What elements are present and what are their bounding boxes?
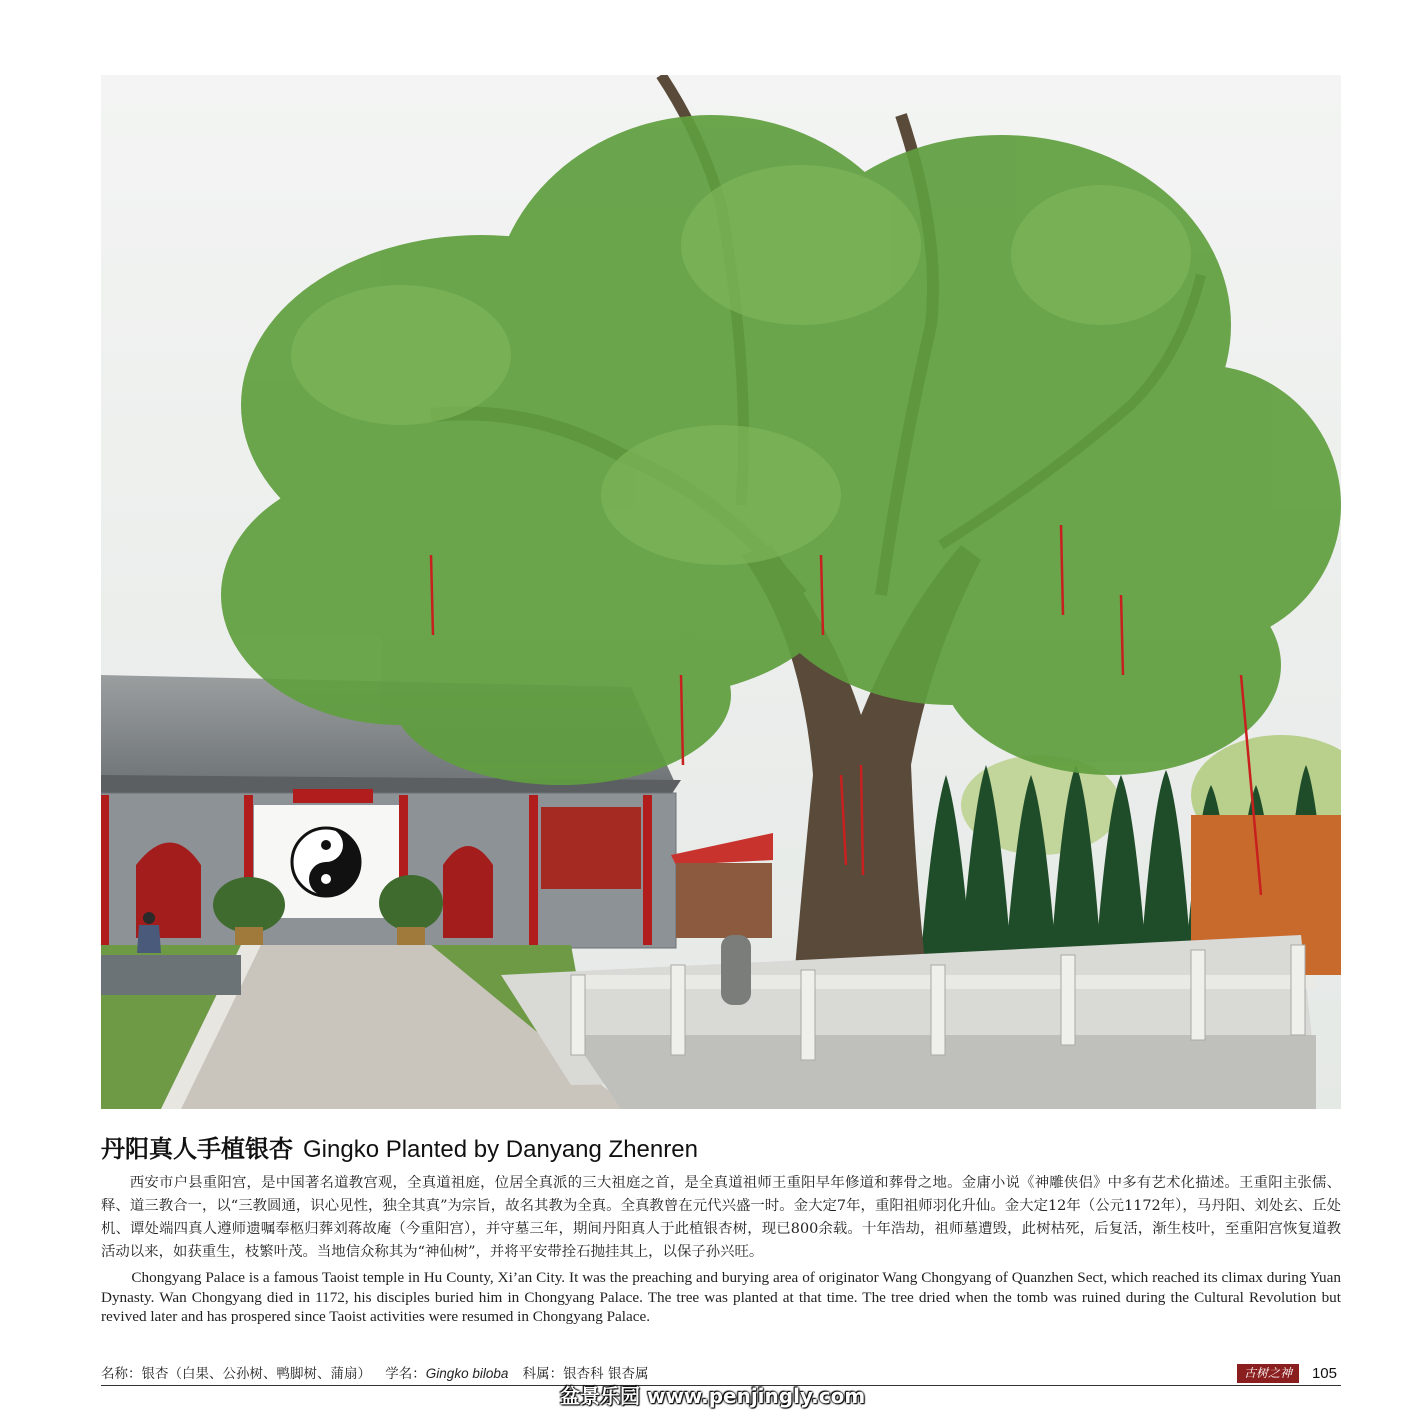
title-english: Gingko Planted by Danyang Zhenren — [303, 1136, 698, 1163]
tree-photo — [101, 75, 1341, 1109]
caption-title — [101, 1131, 1341, 1167]
name-value: 银杏（白果、公孙树、鸭脚树、蒲扇） — [141, 1366, 371, 1382]
photo-illustration — [101, 75, 1341, 1109]
series-badge: 古树之神 — [1237, 1364, 1299, 1383]
body-paragraph-chinese: 西安市户县重阳宫，是中国著名道教宫观，全真道祖庭，位居全真派的三大祖庭之首，是全真道祖师王重阳早年修道和葬骨之地。金庸小说《神雕侠侣》中多有艺术化描述。王重阳主张儒、释、道三教合一，以“三教圆通，识心见性，独全其真”为宗旨，故名其教为全真。全真教曾在元代兴盛一时。金大定7年，重阳祖师羽化升仙。金大定12年（公元1172年），马丹阳、刘处玄、丘处机、谭处端四真人遵师遗嘱奉柩归葬刘蒋故庵（今重阳宫），并守墓三年，期间丹阳真人于此植银杏树，现已800余载。十年浩劫，祖师墓遭毁，此树枯死，后复活，渐生枝叶，至重阳宫恢复道教活动以来，如获重生，枝繁叶茂。当地信众称其为“神仙树”，并将平安带拴石抛挂其上，以保子孙兴旺。 — [101, 1175, 1341, 1260]
body-paragraph-english: Chongyang Palace is a famous Taoist temple in Hu County, Xi’an City. It was the preaching and burying area of originator Wang Chongyang of Quanzhen Sect, which reached its climax during Yuan Dynasty. Wan Chongyang died in 1172, his disciples buried him in Chongyang Palace. The tree was planted at that time. The tree dried when the tomb was ruined during the Cultural Revolution but revived later and has prospered since Taoist activities were resumed in Chongyang Palace. — [101, 1269, 1341, 1325]
site-watermark: 盆景乐园 www.penjingly.com — [560, 1384, 866, 1408]
scientific-name-label: 学名： — [385, 1366, 426, 1382]
name-label: 名称： — [101, 1366, 142, 1382]
scientific-name-value: Gingko biloba — [425, 1366, 509, 1381]
page-number: 105 — [1311, 1365, 1337, 1382]
title-chinese: 丹阳真人手植银杏 — [101, 1135, 293, 1163]
family-label: 科属： — [522, 1366, 564, 1382]
family-value: 银杏科 银杏属 — [563, 1366, 649, 1382]
